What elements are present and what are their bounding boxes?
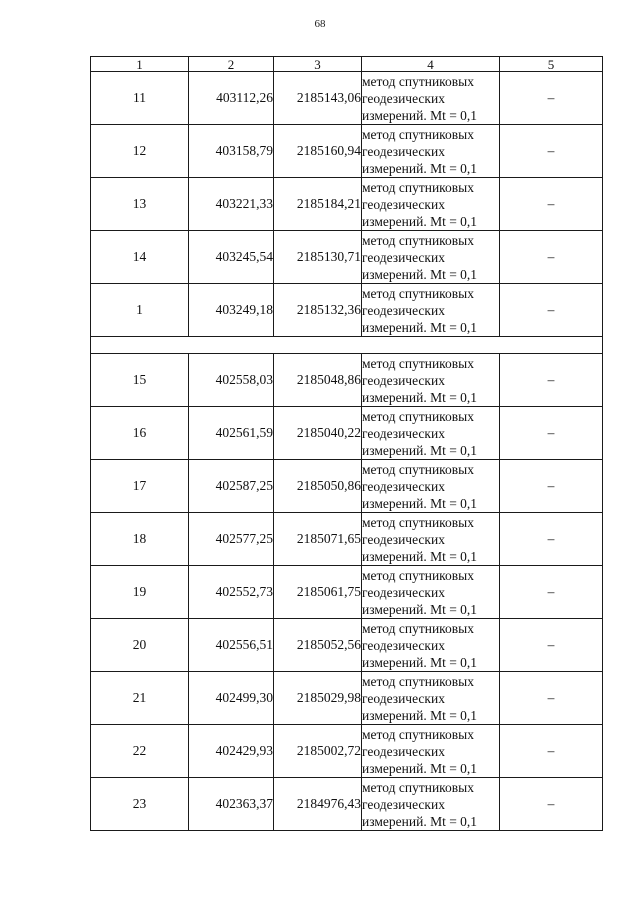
- method-text-line: метод спутниковых: [362, 285, 474, 301]
- x-coordinate-cell: 402429,93: [189, 725, 274, 778]
- column-header-5: 5: [500, 57, 603, 72]
- x-coordinate-cell: 403158,79: [189, 125, 274, 178]
- x-coordinate-cell: 403112,26: [189, 72, 274, 125]
- method-text-line: геодезических: [362, 372, 445, 388]
- note-cell: –: [500, 72, 603, 125]
- column-header-2: 2: [189, 57, 274, 72]
- method-text-line: геодезических: [362, 143, 445, 159]
- note-cell: –: [500, 354, 603, 407]
- method-cell: [362, 72, 500, 125]
- method-cell: [362, 178, 500, 231]
- header-row: [91, 57, 603, 72]
- point-number-cell: 11: [91, 72, 189, 125]
- method-text-line: геодезических: [362, 196, 445, 212]
- page-number: 68: [314, 18, 326, 30]
- method-text-line: метод спутниковых: [362, 567, 474, 583]
- method-cell: [362, 672, 500, 725]
- table-row: [91, 725, 603, 778]
- method-text-line: измерений. Mt = 0,1: [362, 213, 478, 229]
- method-text-line: геодезических: [362, 743, 445, 759]
- x-coordinate-cell: 403245,54: [189, 231, 274, 284]
- method-text-line: геодезических: [362, 90, 445, 106]
- x-coordinate-cell: 402561,59: [189, 407, 274, 460]
- table-row: [91, 407, 603, 460]
- table-row: [91, 460, 603, 513]
- coordinates-table: [90, 56, 603, 831]
- method-text-line: измерений. Mt = 0,1: [362, 266, 478, 282]
- table-row: [91, 513, 603, 566]
- method-cell: [362, 354, 500, 407]
- y-coordinate-cell: 2185184,21: [274, 178, 362, 231]
- method-text-line: метод спутниковых: [362, 232, 474, 248]
- method-text-line: метод спутниковых: [362, 779, 474, 795]
- table-row: [91, 125, 603, 178]
- note-cell: –: [500, 566, 603, 619]
- y-coordinate-cell: 2185002,72: [274, 725, 362, 778]
- method-text-line: метод спутниковых: [362, 620, 474, 636]
- method-text-line: метод спутниковых: [362, 408, 474, 424]
- method-cell: [362, 566, 500, 619]
- table-row: [91, 72, 603, 125]
- note-cell: –: [500, 231, 603, 284]
- note-cell: –: [500, 460, 603, 513]
- method-text-line: геодезических: [362, 796, 445, 812]
- section-separator-cell: [91, 337, 603, 354]
- y-coordinate-cell: 2185160,94: [274, 125, 362, 178]
- point-number-cell: 17: [91, 460, 189, 513]
- x-coordinate-cell: 402499,30: [189, 672, 274, 725]
- note-cell: –: [500, 672, 603, 725]
- method-text-line: измерений. Mt = 0,1: [362, 319, 478, 335]
- x-coordinate-cell: 402587,25: [189, 460, 274, 513]
- y-coordinate-cell: 2185040,22: [274, 407, 362, 460]
- point-number-cell: 21: [91, 672, 189, 725]
- method-text-line: метод спутниковых: [362, 673, 474, 689]
- note-cell: –: [500, 284, 603, 337]
- method-cell: [362, 125, 500, 178]
- x-coordinate-cell: 402552,73: [189, 566, 274, 619]
- method-text-line: метод спутниковых: [362, 461, 474, 477]
- section-separator-row: [91, 337, 603, 354]
- method-text-line: метод спутниковых: [362, 73, 474, 89]
- point-number-cell: 19: [91, 566, 189, 619]
- x-coordinate-cell: 403249,18: [189, 284, 274, 337]
- method-text-line: метод спутниковых: [362, 179, 474, 195]
- point-number-cell: 12: [91, 125, 189, 178]
- method-text-line: измерений. Mt = 0,1: [362, 707, 478, 723]
- table-row: [91, 231, 603, 284]
- y-coordinate-cell: 2185052,56: [274, 619, 362, 672]
- x-coordinate-cell: 403221,33: [189, 178, 274, 231]
- method-text-line: геодезических: [362, 531, 445, 547]
- method-text-line: измерений. Mt = 0,1: [362, 107, 478, 123]
- table-row: [91, 284, 603, 337]
- x-coordinate-cell: 402363,37: [189, 778, 274, 831]
- point-number-cell: 15: [91, 354, 189, 407]
- point-number-cell: 18: [91, 513, 189, 566]
- method-text-line: метод спутниковых: [362, 514, 474, 530]
- method-text-line: измерений. Mt = 0,1: [362, 760, 478, 776]
- coordinates-table-body: [91, 57, 603, 831]
- method-text-line: геодезических: [362, 637, 445, 653]
- x-coordinate-cell: 402577,25: [189, 513, 274, 566]
- note-cell: –: [500, 407, 603, 460]
- point-number-cell: 23: [91, 778, 189, 831]
- method-text-line: геодезических: [362, 249, 445, 265]
- x-coordinate-cell: 402558,03: [189, 354, 274, 407]
- method-text-line: измерений. Mt = 0,1: [362, 160, 478, 176]
- y-coordinate-cell: 2185130,71: [274, 231, 362, 284]
- method-text-line: геодезических: [362, 478, 445, 494]
- method-cell: [362, 619, 500, 672]
- method-text-line: геодезических: [362, 425, 445, 441]
- method-text-line: измерений. Mt = 0,1: [362, 389, 478, 405]
- method-cell: [362, 284, 500, 337]
- y-coordinate-cell: 2185029,98: [274, 672, 362, 725]
- method-text-line: измерений. Mt = 0,1: [362, 495, 478, 511]
- method-text-line: метод спутниковых: [362, 726, 474, 742]
- note-cell: –: [500, 725, 603, 778]
- y-coordinate-cell: 2185143,06: [274, 72, 362, 125]
- method-text-line: геодезических: [362, 584, 445, 600]
- table-row: [91, 566, 603, 619]
- point-number-cell: 13: [91, 178, 189, 231]
- point-number-cell: 20: [91, 619, 189, 672]
- y-coordinate-cell: 2185132,36: [274, 284, 362, 337]
- point-number-cell: 22: [91, 725, 189, 778]
- column-header-3: 3: [274, 57, 362, 72]
- method-cell: [362, 513, 500, 566]
- note-cell: –: [500, 125, 603, 178]
- y-coordinate-cell: 2185048,86: [274, 354, 362, 407]
- method-cell: [362, 231, 500, 284]
- point-number-cell: 14: [91, 231, 189, 284]
- y-coordinate-cell: 2185050,86: [274, 460, 362, 513]
- note-cell: –: [500, 178, 603, 231]
- column-header-1: 1: [91, 57, 189, 72]
- table-row: [91, 778, 603, 831]
- method-text-line: измерений. Mt = 0,1: [362, 442, 478, 458]
- table-row: [91, 619, 603, 672]
- method-cell: [362, 407, 500, 460]
- note-cell: –: [500, 513, 603, 566]
- method-cell: [362, 460, 500, 513]
- table-row: [91, 672, 603, 725]
- method-cell: [362, 778, 500, 831]
- method-cell: [362, 725, 500, 778]
- method-text-line: измерений. Mt = 0,1: [362, 654, 478, 670]
- y-coordinate-cell: 2184976,43: [274, 778, 362, 831]
- point-number-cell: 16: [91, 407, 189, 460]
- y-coordinate-cell: 2185061,75: [274, 566, 362, 619]
- method-text-line: измерений. Mt = 0,1: [362, 601, 478, 617]
- method-text-line: геодезических: [362, 302, 445, 318]
- method-text-line: измерений. Mt = 0,1: [362, 548, 478, 564]
- method-text-line: геодезических: [362, 690, 445, 706]
- note-cell: –: [500, 619, 603, 672]
- note-cell: –: [500, 778, 603, 831]
- column-header-4: 4: [362, 57, 500, 72]
- table-row: [91, 178, 603, 231]
- method-text-line: метод спутниковых: [362, 126, 474, 142]
- x-coordinate-cell: 402556,51: [189, 619, 274, 672]
- y-coordinate-cell: 2185071,65: [274, 513, 362, 566]
- method-text-line: измерений. Mt = 0,1: [362, 813, 478, 829]
- table-row: [91, 354, 603, 407]
- point-number-cell: 1: [91, 284, 189, 337]
- method-text-line: метод спутниковых: [362, 355, 474, 371]
